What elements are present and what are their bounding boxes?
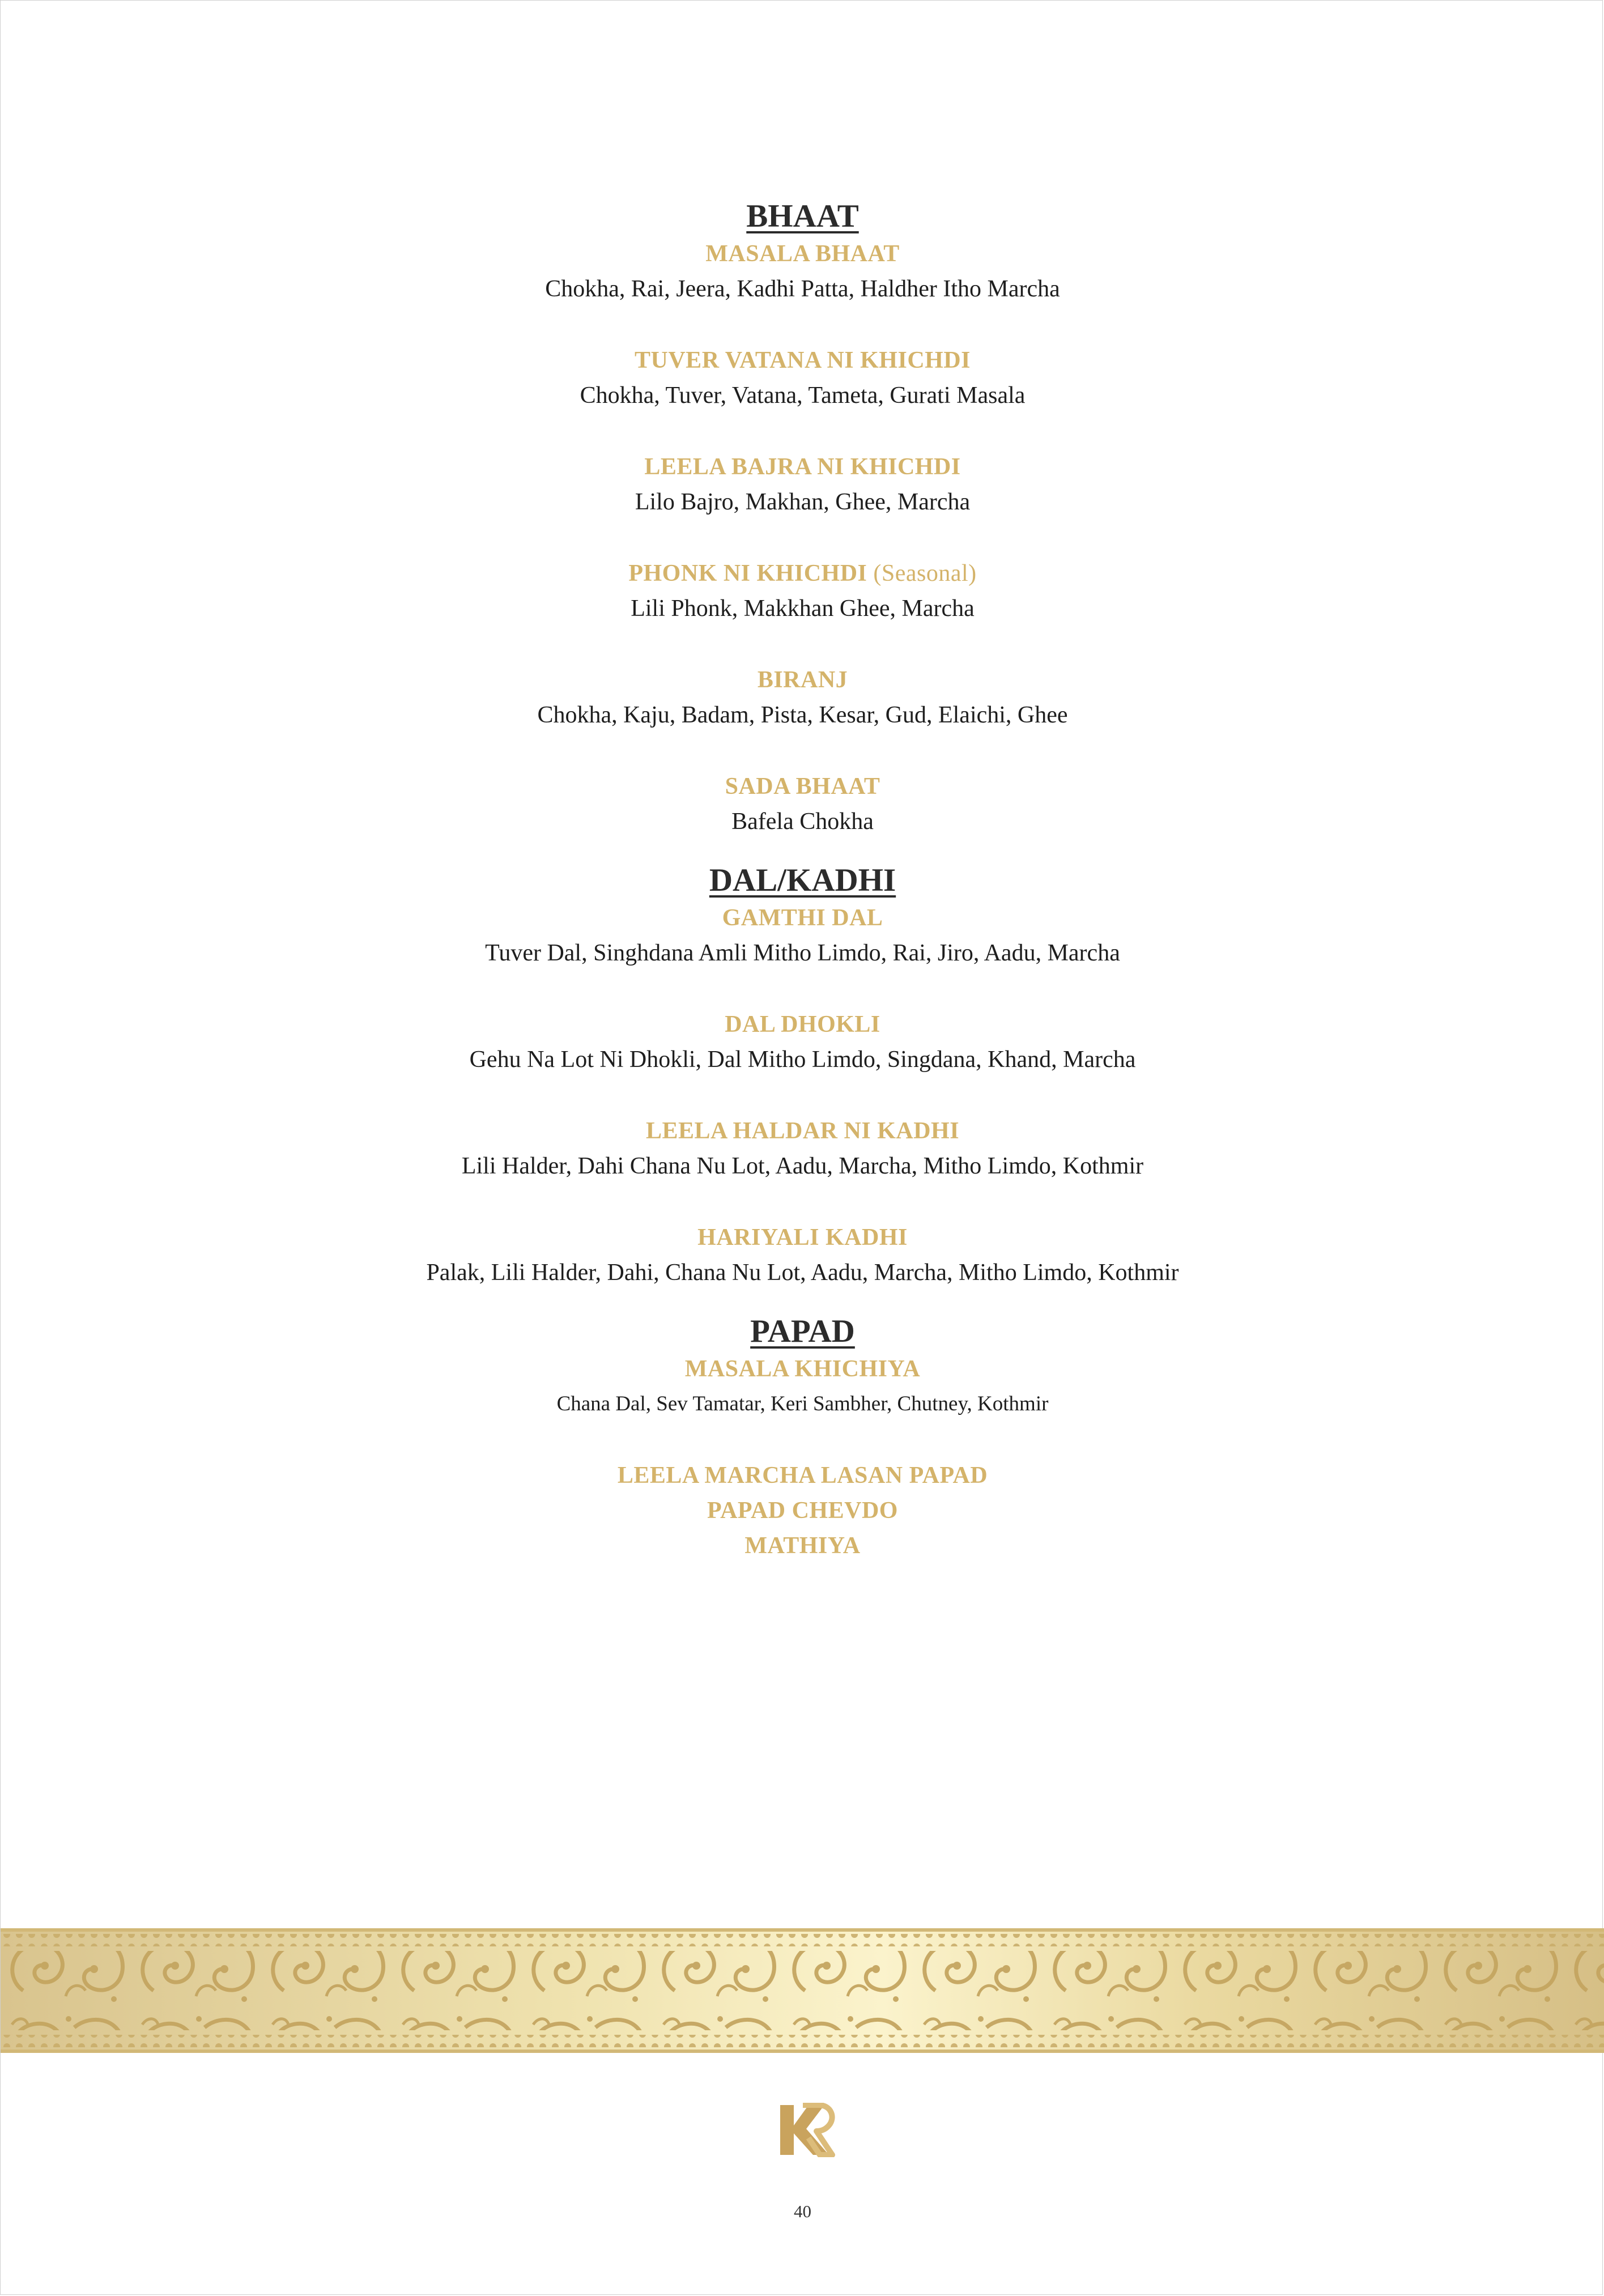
dish-masala-khichiya — [1, 1351, 1604, 1422]
dish-name: LEELA HALDAR NI KADHI — [645, 1118, 960, 1144]
dish-name: MASALA KHICHIYA — [684, 1356, 921, 1382]
dish-gamthi-dal — [1, 900, 1604, 971]
dish-sada-bhaat — [1, 769, 1604, 839]
dish-papad-chevdo — [1, 1493, 1604, 1528]
dish-description: Tuver Dal, Singhdana Amli Mitho Limdo, Rai, Jiro, Aadu, Marcha — [485, 940, 1120, 966]
dish-leela-marcha-lasan-papad — [1, 1458, 1604, 1493]
dish-name: GAMTHI DAL — [722, 905, 883, 931]
dish-dal-dhokli — [1, 1007, 1604, 1077]
dish-tuver-vatana-ni-khichdi — [1, 343, 1604, 413]
dish-leela-haldar-ni-kadhi — [1, 1113, 1604, 1184]
dish-description: Chokha, Tuver, Vatana, Tameta, Gurati Masala — [580, 382, 1026, 409]
dish-name: MASALA BHAAT — [705, 241, 900, 267]
dish-name: BIRANJ — [757, 667, 848, 693]
dish-description: Lili Phonk, Makkhan Ghee, Marcha — [631, 596, 975, 622]
decorative-border-band — [1, 1928, 1604, 2053]
dish-name: PHONK NI KHICHDI — [628, 560, 867, 586]
section-title-bhaat: BHAAT — [746, 198, 859, 234]
dish-hariyali-kadhi — [1, 1220, 1604, 1290]
page-number: 40 — [794, 2201, 811, 2221]
dish-masala-bhaat — [1, 236, 1604, 307]
dish-description: Chokha, Rai, Jeera, Kadhi Patta, Haldher Itho Marcha — [545, 276, 1060, 302]
dish-description: Gehu Na Lot Ni Dhokli, Dal Mitho Limdo, Singdana, Khand, Marcha — [469, 1047, 1136, 1073]
dish-leela-bajra-ni-khichdi — [1, 449, 1604, 520]
dish-seasonal-note: (Seasonal) — [873, 560, 977, 586]
dish-phonk-ni-khichdi — [1, 556, 1604, 626]
dish-description: Palak, Lili Halder, Dahi, Chana Nu Lot, Aadu, Marcha, Mitho Limdo, Kothmir — [426, 1260, 1179, 1286]
dish-name: LEELA BAJRA NI KHICHDI — [644, 454, 961, 480]
dish-name: TUVER VATANA NI KHICHDI — [635, 347, 971, 373]
dish-description: Chana Dal, Sev Tamatar, Keri Sambher, Chutney, Kothmir — [556, 1392, 1049, 1415]
dish-name: LEELA MARCHA LASAN PAPAD — [617, 1462, 988, 1489]
dish-mathiya — [1, 1528, 1604, 1563]
dish-name: SADA BHAAT — [725, 773, 880, 800]
section-title-papad: PAPAD — [750, 1313, 855, 1349]
dish-name-with-note — [1, 556, 1604, 591]
menu-content — [1, 197, 1604, 1563]
dish-biranj — [1, 662, 1604, 733]
dish-description: Chokha, Kaju, Badam, Pista, Kesar, Gud, Elaichi, Ghee — [537, 702, 1068, 728]
dish-description: Lili Halder, Dahi Chana Nu Lot, Aadu, Marcha, Mitho Limdo, Kothmir — [461, 1153, 1144, 1179]
kr-logo — [777, 2103, 837, 2157]
dish-name: DAL DHOKLI — [725, 1011, 880, 1038]
dish-description: Lilo Bajro, Makhan, Ghee, Marcha — [635, 489, 971, 515]
dish-description: Bafela Chokha — [731, 809, 874, 835]
dish-name: HARIYALI KADHI — [697, 1224, 908, 1251]
dish-name: MATHIYA — [744, 1533, 861, 1559]
dish-name: PAPAD CHEVDO — [707, 1498, 898, 1524]
section-title-dal-kadhi: DAL/KADHI — [709, 862, 896, 898]
